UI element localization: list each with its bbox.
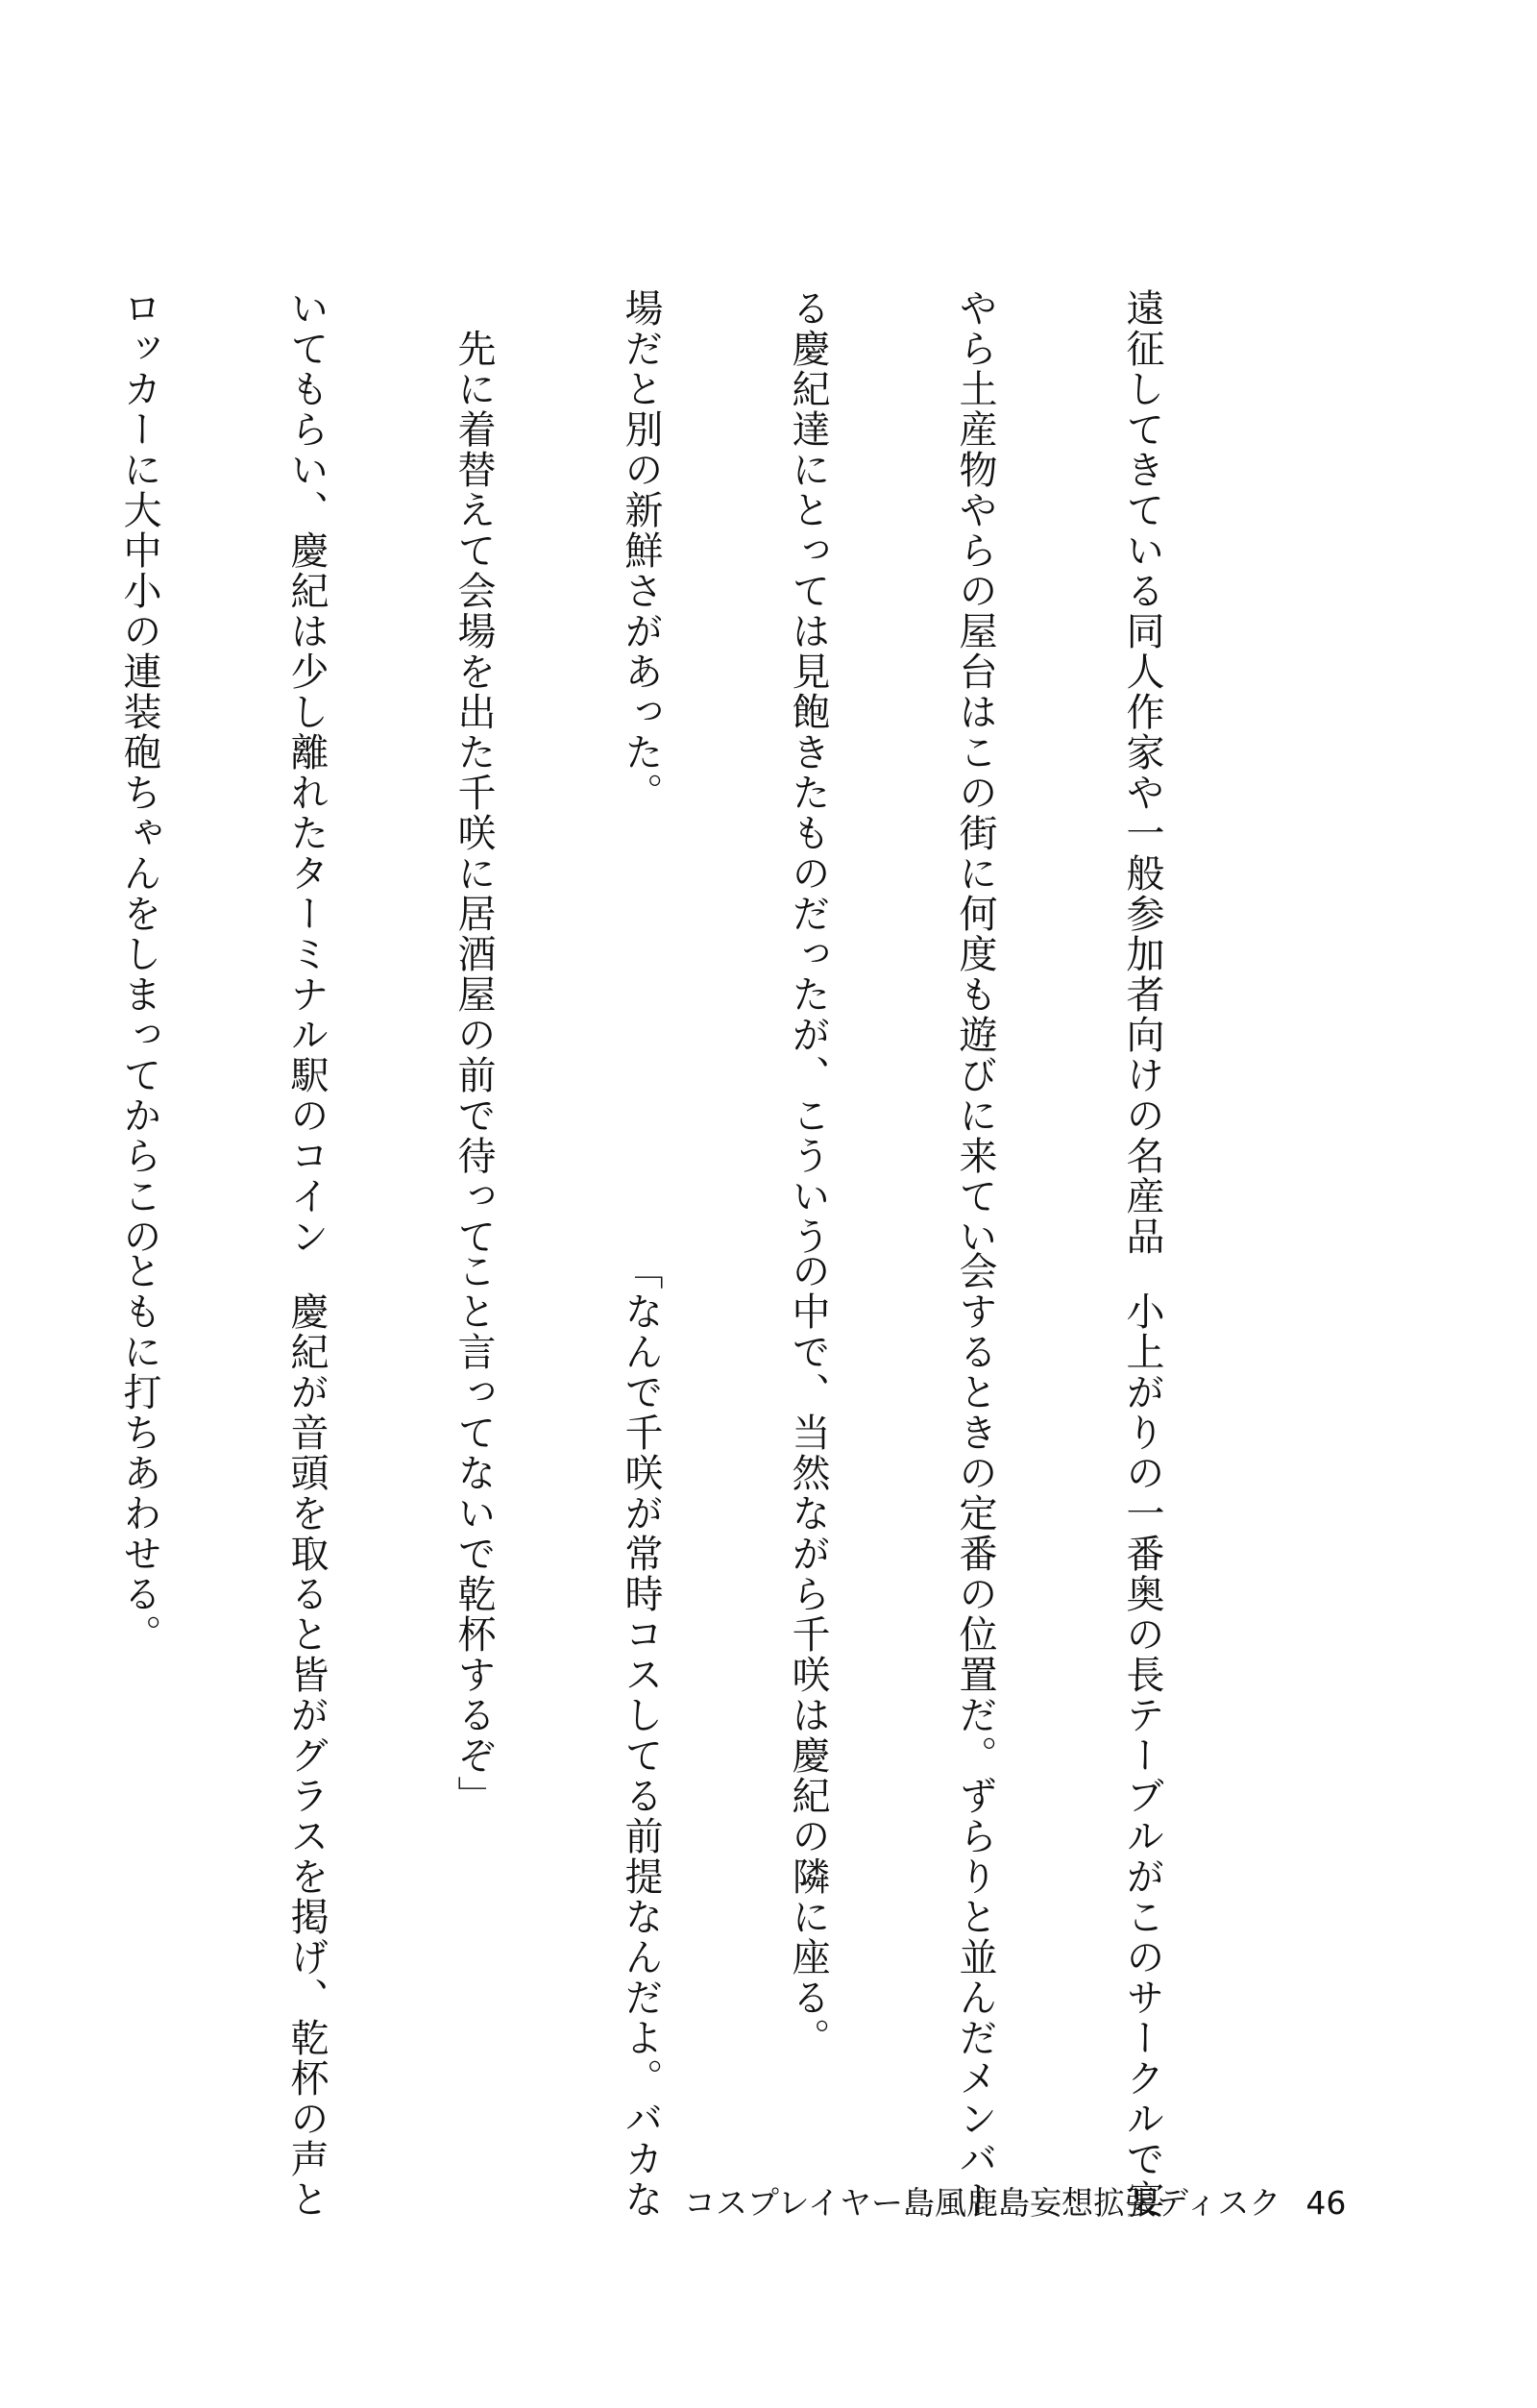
page-number: 46 — [1305, 2184, 1347, 2222]
page-footer — [684, 2178, 1346, 2224]
text-line: 先に着替えて会場を出た千咲に居酒屋の前で待って — [451, 288, 496, 1257]
text-line: 「なんで千咲が常時コスしてる前提なんだよ。バカな — [619, 1251, 663, 2220]
text-line: の中で、当然ながら千咲は慶紀の隣に座る。 — [786, 1251, 830, 2058]
text-line: いてもらい、慶紀は少し離れたターミナル駅のコイン — [284, 288, 329, 1257]
text-line: 慶紀が音頭を取ると皆がグラスを掲げ、乾杯の声と — [284, 1251, 329, 2220]
text-line: 会するときの定番の位置だ。ずらりと並んだメンバー — [953, 1251, 997, 2220]
text-line: 遠征してきている同人作家や一般参加者向けの名産品 — [1120, 288, 1164, 1257]
text-line: る慶紀達にとっては見飽きたものだったが、こういう — [786, 288, 830, 1257]
text-line: ともに打ちあわせる。 — [117, 1251, 161, 1655]
text-line: やら土産物やらの屋台はこの街に何度も遊びに来てい — [953, 288, 997, 1257]
text-line: こと言ってないで乾杯するぞ」 — [451, 1251, 496, 1816]
book-title: コスプレイヤー島風鹿島妄想拡張ディスク — [684, 2184, 1281, 2222]
text-line: ロッカーに大中小の連装砲ちゃんをしまってからこの — [117, 288, 161, 1257]
text-line: 小上がりの一番奥の長テーブルがこのサークルで宴 — [1120, 1251, 1164, 2220]
text-line: 場だと別の新鮮さがあった。 — [619, 288, 663, 813]
text-block-top — [90, 288, 1281, 1257]
